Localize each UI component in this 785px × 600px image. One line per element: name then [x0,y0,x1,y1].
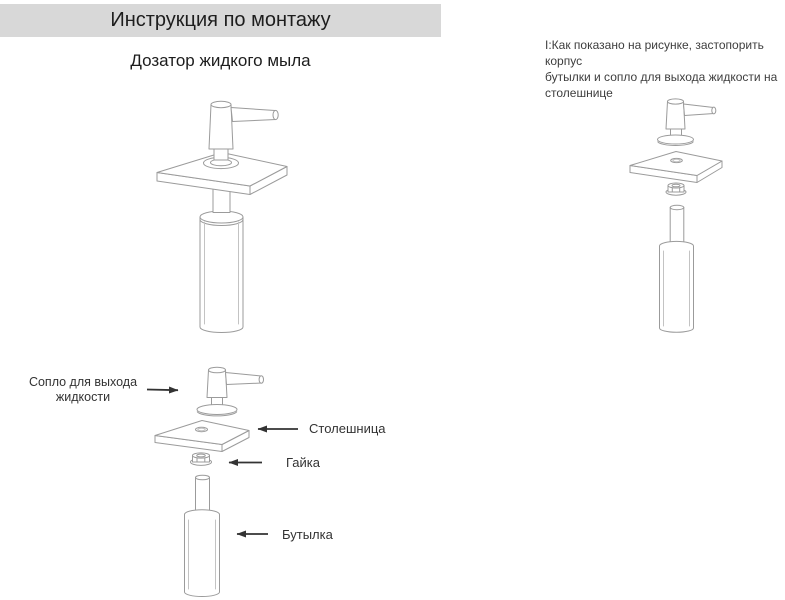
label-nozzle [24,375,142,404]
label-nut: Гайка [286,455,321,470]
label-bottle: Бутылка [282,527,333,542]
arrow-to-nozzle [147,390,178,391]
label-nozzle-line-1: Сопло для выхода [28,375,138,389]
nut-part-drawing-right [666,183,686,195]
subtitle: Дозатор жидкого мыла [130,51,311,70]
bottle-part-drawing [185,475,220,596]
exploded-diagram-labeled [155,367,263,596]
label-countertop: Столешница [309,421,386,436]
note-line-1: I:Как показано на рисунке, застопорить корпус [545,38,764,68]
bottle-part-drawing-right [660,205,694,332]
exploded-diagram-unlabeled [630,99,722,332]
bottle-drawing [200,211,243,333]
nut-part-drawing [191,453,212,466]
assembled-dispenser-diagram [157,101,287,332]
countertop-part-drawing [155,421,249,452]
nozzle-part-drawing-right [658,99,716,146]
page-title: Инструкция по монтажу [110,9,331,31]
pump-head-drawing [209,101,278,160]
nozzle-part-drawing [197,367,263,416]
note-line-2: бутылки и сопло для выхода жидкости на [545,70,778,84]
countertop-part-drawing-right [630,152,722,183]
label-nozzle-line-2: жидкости [55,389,111,404]
note-line-3: столешнице [545,86,613,100]
